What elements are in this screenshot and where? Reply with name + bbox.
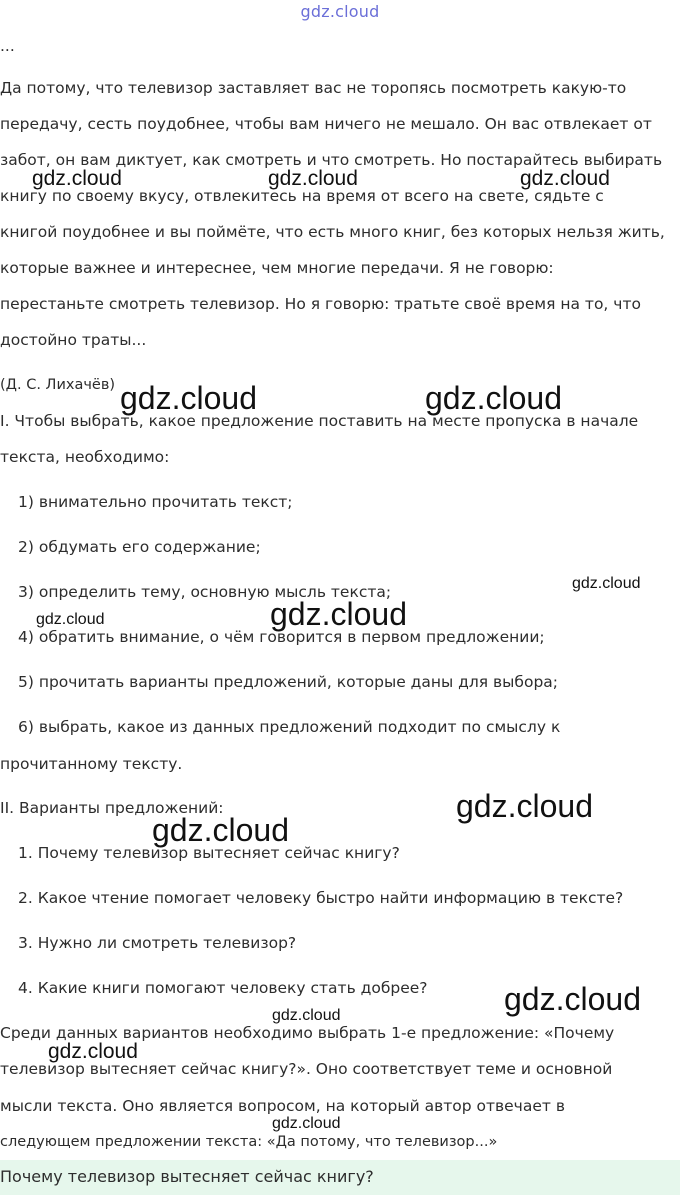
- step-item: 6) выбрать, какое из данных предложений подходит по смыслу к: [18, 718, 561, 736]
- site-logo[interactable]: gdz.cloud: [300, 2, 380, 21]
- answer-text: Почему телевизор вытесняет сейчас книгу?: [0, 1167, 374, 1186]
- watermark: gdz.cloud: [456, 788, 593, 824]
- watermark: gdz.cloud: [272, 1007, 341, 1024]
- step-item-continuation: прочитанному тексту.: [0, 755, 183, 773]
- section1-heading: текста, необходимо:: [0, 448, 170, 466]
- section1-heading: I. Чтобы выбрать, какое предложение поставить на месте пропуска в начале: [0, 412, 639, 430]
- option-item: 4. Какие книги помогают человеку стать добрее?: [18, 979, 428, 997]
- text-line: забот, он вам диктует, как смотреть и что смотреть. Но постарайтесь выбирать: [0, 151, 663, 169]
- text-line: книгу по своему вкусу, отвлекитесь на время от всего на свете, сядьте с: [0, 187, 604, 205]
- watermark: gdz.cloud: [120, 380, 257, 416]
- text-line: Да потому, что телевизор заставляет вас не торопясь посмотреть какую-то: [0, 79, 627, 97]
- option-item: 2. Какое чтение помогает человеку быстро найти информацию в тексте?: [18, 889, 624, 907]
- step-item: 5) прочитать варианты предложений, которые даны для выбора;: [18, 673, 559, 691]
- text-line: книгой поудобнее и вы поймёте, что есть много книг, без которых нельзя жить,: [0, 223, 665, 241]
- watermark: gdz.cloud: [272, 1115, 341, 1132]
- watermark: gdz.cloud: [504, 981, 641, 1017]
- step-item: 2) обдумать его содержание;: [18, 538, 261, 556]
- explanation-line: Среди данных вариантов необходимо выбрать 1-е предложение: «Почему: [0, 1024, 615, 1042]
- watermark: gdz.cloud: [268, 167, 358, 190]
- step-item: 4) обратить внимание, о чём говорится в первом предложении;: [18, 628, 545, 646]
- text-line: передачу, сесть поудобнее, чтобы вам ничего не мешало. Он вас отвлекает от: [0, 115, 652, 133]
- watermark: gdz.cloud: [48, 1040, 138, 1063]
- section2-heading: II. Варианты предложений:: [0, 799, 224, 817]
- explanation-line: следующем предложении текста: «Да потому, что телевизор...»: [0, 1134, 498, 1150]
- text-line: которые важнее и интереснее, чем многие передачи. Я не говорю:: [0, 259, 554, 277]
- option-item: 1. Почему телевизор вытесняет сейчас книгу?: [18, 844, 400, 862]
- watermark: gdz.cloud: [520, 167, 610, 190]
- watermark: gdz.cloud: [425, 380, 562, 416]
- watermark: gdz.cloud: [36, 611, 105, 628]
- watermark: gdz.cloud: [270, 596, 407, 632]
- watermark: gdz.cloud: [152, 812, 289, 848]
- author-attribution: (Д. С. Лихачёв): [0, 377, 116, 393]
- step-item: 3) определить тему, основную мысль текста;: [18, 583, 392, 601]
- text-line: достойно траты...: [0, 331, 147, 349]
- option-item: 3. Нужно ли смотреть телевизор?: [18, 934, 297, 952]
- text-ellipsis: ...: [0, 37, 15, 55]
- text-line: перестаньте смотреть телевизор. Но я говорю: тратьте своё время на то, что: [0, 295, 641, 313]
- explanation-line: мысли текста. Оно является вопросом, на который автор отвечает в: [0, 1097, 565, 1115]
- watermark: gdz.cloud: [572, 575, 641, 592]
- explanation-line: телевизор вытесняет сейчас книгу?». Оно соответствует теме и основной: [0, 1060, 613, 1078]
- watermark: gdz.cloud: [32, 167, 122, 190]
- answer-box: [0, 1160, 680, 1195]
- step-item: 1) внимательно прочитать текст;: [18, 493, 293, 511]
